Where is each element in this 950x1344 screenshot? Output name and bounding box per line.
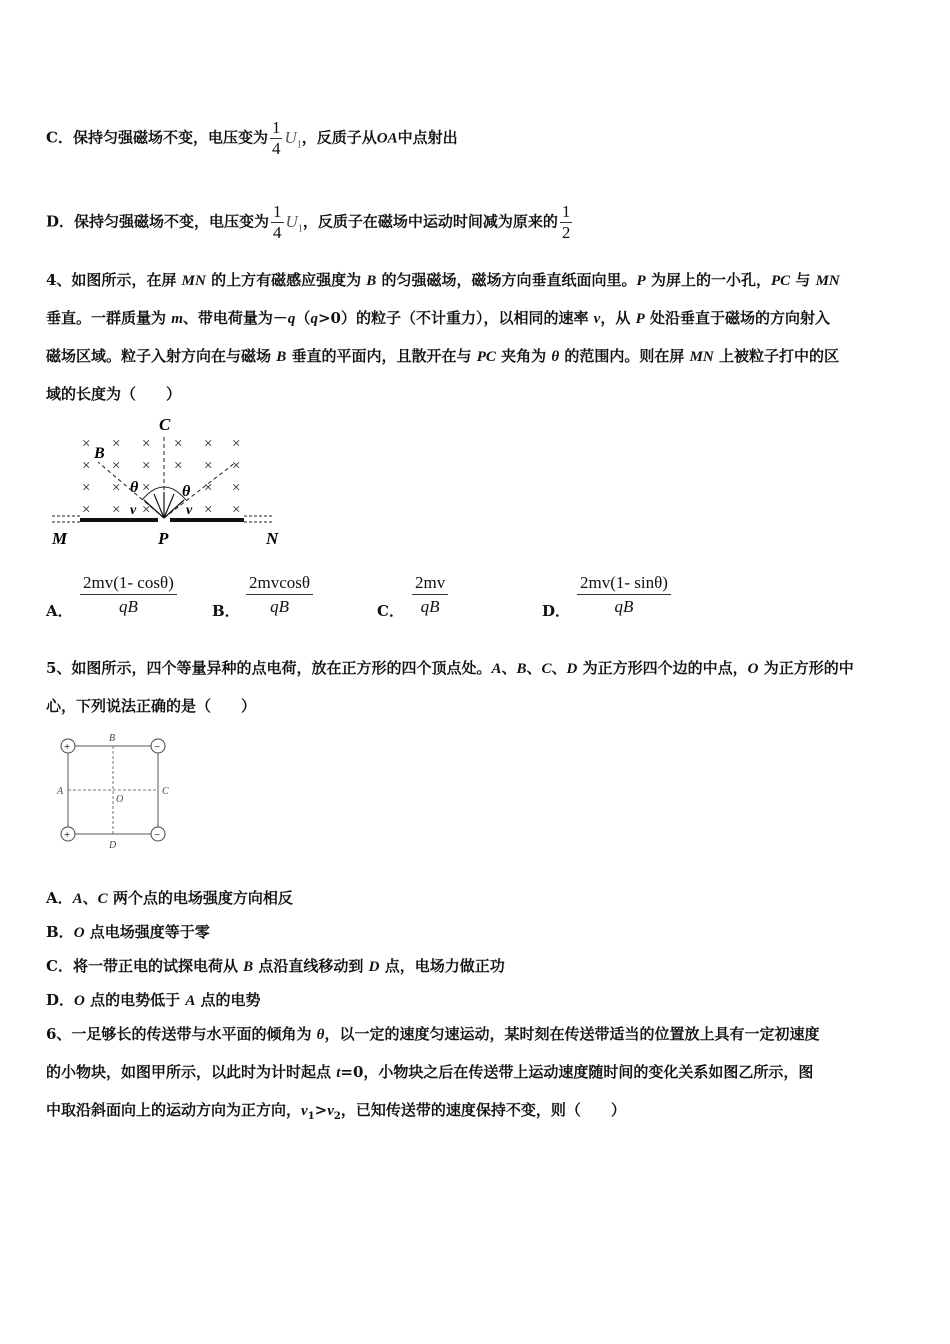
option-label: D． [46, 212, 75, 231]
text: 磁场区域。粒子入射方向在与磁场 [46, 347, 277, 365]
text: C．将一带正电的试探电荷从 [46, 957, 244, 975]
text: 中取沿斜面向上的运动方向为正方向， [46, 1101, 302, 1119]
text: 点沿直线移动到 [253, 957, 369, 975]
choice-a-formula[interactable] [80, 572, 177, 619]
symbol: B [276, 349, 287, 365]
text: 点，电场力做正功 [379, 957, 505, 975]
text: 垂直。一群质量为 [46, 309, 172, 327]
field-cross: × [82, 480, 91, 496]
field-cross: × [112, 480, 121, 496]
text: 的小物块，如图甲所示，以此时为计时起点 [46, 1063, 337, 1081]
minus-sign: − [154, 741, 161, 753]
label-b: B [94, 445, 105, 462]
symbol: v [593, 311, 601, 327]
text: 点的电势 [195, 991, 261, 1009]
text: 的范围内。则在屏 [559, 347, 690, 365]
fraction [271, 202, 284, 243]
field-cross: × [204, 436, 213, 452]
q4-stem-line-2 [46, 308, 830, 329]
symbol: θ [316, 1027, 325, 1043]
field-cross: × [232, 436, 241, 452]
option-text: ，反质子从 [301, 128, 377, 147]
arrow [164, 494, 174, 518]
text: D． [46, 991, 75, 1009]
voltage-sub: 1 [296, 138, 302, 150]
choice-d-formula[interactable] [577, 572, 671, 619]
text: 为正方形的中 [758, 659, 854, 677]
fraction-numerator: 1 [273, 202, 282, 221]
fraction [270, 118, 283, 159]
field-cross: × [142, 502, 151, 518]
symbol: A [72, 891, 83, 907]
subscript: 1 [307, 1111, 315, 1122]
fraction-numerator: 1 [561, 202, 571, 221]
field-cross: × [174, 436, 183, 452]
symbol: O [74, 993, 85, 1009]
symbol: v [327, 1103, 334, 1119]
formula-numerator: 2mvcosθ [249, 573, 311, 592]
voltage-var: U [284, 127, 297, 147]
option-text: ，反质子在磁场中运动时间减为原来的 [302, 212, 558, 231]
field-cross: × [142, 436, 151, 452]
q5-option-c[interactable] [46, 956, 505, 977]
formula-denominator: qB [412, 594, 448, 619]
field-cross: × [232, 480, 241, 496]
label-p: P [158, 529, 169, 548]
symbol: q [310, 311, 318, 327]
q6-stem-line-1 [46, 1024, 819, 1045]
field-cross: × [82, 502, 91, 518]
choice-b-label[interactable]: B． [212, 602, 240, 620]
text: 、 [526, 659, 542, 677]
minus-sign: − [154, 829, 161, 841]
text: ，从 [600, 309, 636, 327]
symbol: B [366, 273, 377, 289]
field-cross: × [112, 502, 121, 518]
text: >0）的粒子（不计重力），以相同的速率 [317, 309, 594, 327]
q4-stem-line-4: 域的长度为（ ） [46, 385, 182, 403]
plus-sign: + [64, 741, 71, 753]
formula-denominator: qB [577, 594, 671, 619]
q5-option-a[interactable] [46, 888, 293, 909]
symbol: q [287, 311, 296, 327]
voltage-symbol [285, 211, 303, 234]
q5-stem-line-1 [46, 658, 854, 679]
symbol: D [368, 959, 380, 975]
field-cross: × [232, 458, 241, 474]
q3-option-c [46, 118, 458, 159]
text: 、 [551, 659, 567, 677]
choice-d-label[interactable]: D． [542, 602, 571, 620]
field-cross: × [204, 480, 213, 496]
formula-numerator: 2mv(1- sinθ) [580, 573, 668, 592]
q5-option-b[interactable] [46, 922, 210, 943]
field-cross: × [112, 458, 121, 474]
field-cross: × [204, 502, 213, 518]
symbol: B [243, 959, 254, 975]
arrow [164, 500, 184, 518]
text: （ [295, 309, 311, 327]
field-cross: × [112, 436, 121, 452]
symbol: B [516, 661, 527, 677]
choice-c-formula[interactable] [412, 572, 448, 619]
q5-stem-line-2: 心，下列说法正确的是（ ） [46, 697, 257, 715]
text: 夹角为 [495, 347, 552, 365]
choice-b-formula[interactable] [246, 572, 313, 619]
q5-charges-square-figure [52, 728, 182, 854]
field-cross: × [174, 458, 183, 474]
text: 处沿垂直于磁场的方向射入 [644, 309, 830, 327]
label-o: O [116, 794, 124, 805]
formula-denominator: qB [80, 594, 177, 619]
field-cross: × [204, 458, 213, 474]
symbol: m [171, 311, 183, 327]
voltage-var: U [285, 211, 298, 231]
field-cross: × [142, 480, 151, 496]
fraction-denominator: 4 [271, 139, 281, 158]
symbol: O [747, 661, 759, 677]
q6-stem-line-2 [46, 1062, 813, 1083]
text: 的匀强磁场，磁场方向垂直纸面向里。 [376, 271, 637, 289]
label-a: A [57, 786, 64, 797]
symbol: PC [476, 349, 496, 365]
label-b: B [109, 733, 116, 744]
text: 为正方形四个边的中点， [577, 659, 748, 677]
q4-stem-line-3 [46, 346, 839, 367]
field-cross: × [82, 458, 91, 474]
text: 、 [501, 659, 517, 677]
symbol: MN [815, 273, 840, 289]
text: ，已知传送带的速度保持不变，则（ ） [340, 1101, 626, 1119]
symbol: P [636, 273, 646, 289]
formula-denominator: qB [246, 594, 313, 619]
q4-stem-line-1 [46, 270, 840, 291]
segment-label: OA [376, 130, 398, 147]
option-text: 保持匀强磁场不变，电压变为 [72, 128, 268, 147]
text: 垂直的平面内，且散开在与 [286, 347, 477, 365]
symbol: C [97, 891, 108, 907]
text: B． [46, 923, 74, 941]
theta-right: θ [182, 483, 191, 500]
symbol: D [566, 661, 578, 677]
text: 5、如图所示，四个等量异种的点电荷，放在正方形的四个顶点处。 [46, 659, 492, 677]
subscript: 2 [333, 1111, 341, 1122]
symbol: A [185, 993, 196, 1009]
text: 两个点的电场强度方向相反 [107, 889, 293, 907]
symbol: P [635, 311, 645, 327]
formula-numerator: 2mv [415, 573, 446, 592]
fraction-numerator: 1 [271, 118, 281, 137]
label-n: N [266, 529, 279, 548]
symbol: θ [551, 349, 560, 365]
text: ，以一定的速度匀速运动，某时刻在传送带适当的位置放上具有一定初速度 [324, 1025, 820, 1043]
option-label: C． [46, 128, 73, 147]
option-text: 保持匀强磁场不变，电压变为 [74, 212, 270, 231]
symbol: t [336, 1065, 341, 1081]
text: 上被粒子打中的区 [713, 347, 839, 365]
text: > [314, 1101, 328, 1119]
voltage-sub: 1 [297, 222, 303, 234]
theta-left: θ [130, 479, 139, 496]
symbol: v [301, 1103, 308, 1119]
choice-a-label[interactable]: A． [46, 602, 73, 620]
q6-stem-line-3 [46, 1100, 626, 1127]
field-cross: × [232, 502, 241, 518]
text: 点的电势低于 [84, 991, 186, 1009]
symbol: O [73, 925, 85, 941]
q4-magnetic-field-figure [46, 412, 296, 552]
label-c: C [159, 415, 171, 434]
arrow [154, 494, 164, 518]
label-m: M [52, 529, 68, 548]
text: 与 [790, 271, 816, 289]
label-c: C [162, 786, 169, 797]
text: A． [46, 889, 73, 907]
symbol: MN [181, 273, 206, 289]
fraction-denominator: 4 [273, 223, 282, 242]
fraction [560, 202, 573, 243]
option-text: 中点射出 [397, 128, 458, 147]
choice-c-label[interactable]: C． [377, 602, 404, 620]
text: 6、一足够长的传送带与水平面的倾角为 [46, 1025, 317, 1043]
text: 、带电荷量为－ [182, 309, 288, 327]
formula-numerator: 2mv(1- cosθ) [83, 573, 174, 592]
text: 、 [82, 889, 98, 907]
symbol: MN [689, 349, 714, 365]
field-cross: × [82, 436, 91, 452]
symbol: C [541, 661, 552, 677]
q5-option-d[interactable] [46, 990, 261, 1011]
symbol: A [491, 661, 502, 677]
text: 的上方有磁感应强度为 [205, 271, 367, 289]
text: 点电场强度等于零 [84, 923, 210, 941]
text: 为屏上的一小孔， [645, 271, 771, 289]
velocity-label-left: v [130, 503, 137, 518]
fraction-denominator: 2 [561, 223, 571, 242]
velocity-label-right: v [186, 503, 193, 518]
voltage-symbol [284, 127, 302, 150]
label-d: D [109, 840, 117, 851]
q3-option-d [46, 202, 574, 243]
plus-sign: + [64, 829, 71, 841]
text: 4、如图所示，在屏 [46, 271, 182, 289]
field-cross: × [142, 458, 151, 474]
text: =0，小物块之后在传送带上运动速度随时间的变化关系如图乙所示，图 [340, 1063, 814, 1081]
symbol: PC [770, 273, 791, 289]
